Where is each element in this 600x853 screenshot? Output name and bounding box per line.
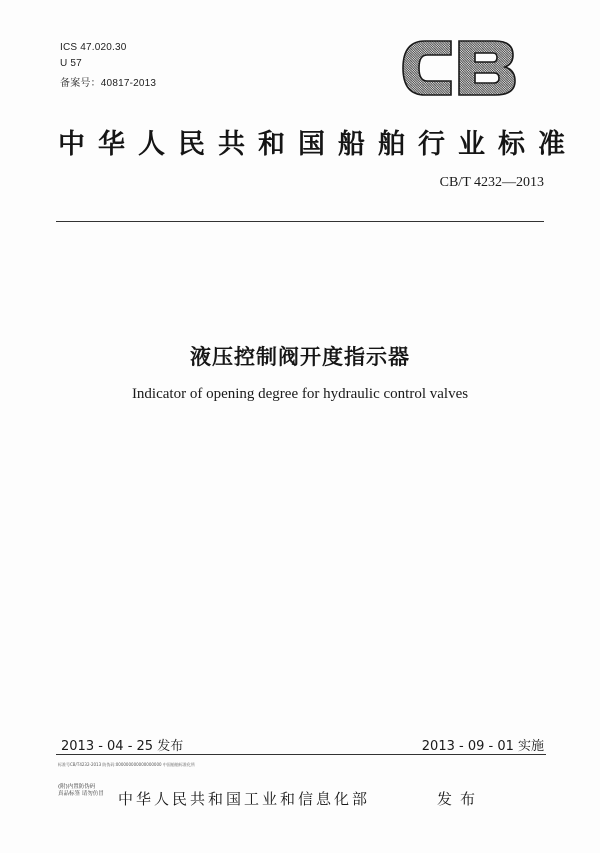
anti-counterfeit-stamp xyxy=(58,784,108,798)
ics-code: ICS 47.020.30 xyxy=(60,42,127,53)
publish-label: 发布 xyxy=(437,790,484,808)
stamp-line: 真品标签 请勿仿冒 xyxy=(58,791,104,797)
issue-date: 2013 - 04 - 25 发布 xyxy=(61,739,184,754)
document-title-english: Indicator of opening degree for hydraulic control valves xyxy=(131,386,469,402)
record-number: 备案号：40817-2013 xyxy=(60,78,157,89)
footer-divider xyxy=(56,754,546,755)
anti-counterfeit-note: 标准号CB/T4232-2013 防伪码:000000000000000000 中国船舶标准化所 xyxy=(58,762,195,767)
implementation-date: 2013 - 09 - 01 实施 xyxy=(421,739,544,754)
classification-code: U 57 xyxy=(60,58,82,69)
publisher: 中华人民共和国工业和信息化部 xyxy=(118,790,371,808)
standard-category-title: 中华人民共和国船舶行业标准 xyxy=(58,129,578,160)
stamp-line: (附)内置防伪码 xyxy=(58,784,96,790)
cb-logo xyxy=(399,37,519,99)
header-divider xyxy=(56,221,544,222)
standard-number: CB/T 4232—2013 xyxy=(439,175,544,190)
document-title-chinese: 液压控制阀开度指示器 xyxy=(190,345,410,369)
